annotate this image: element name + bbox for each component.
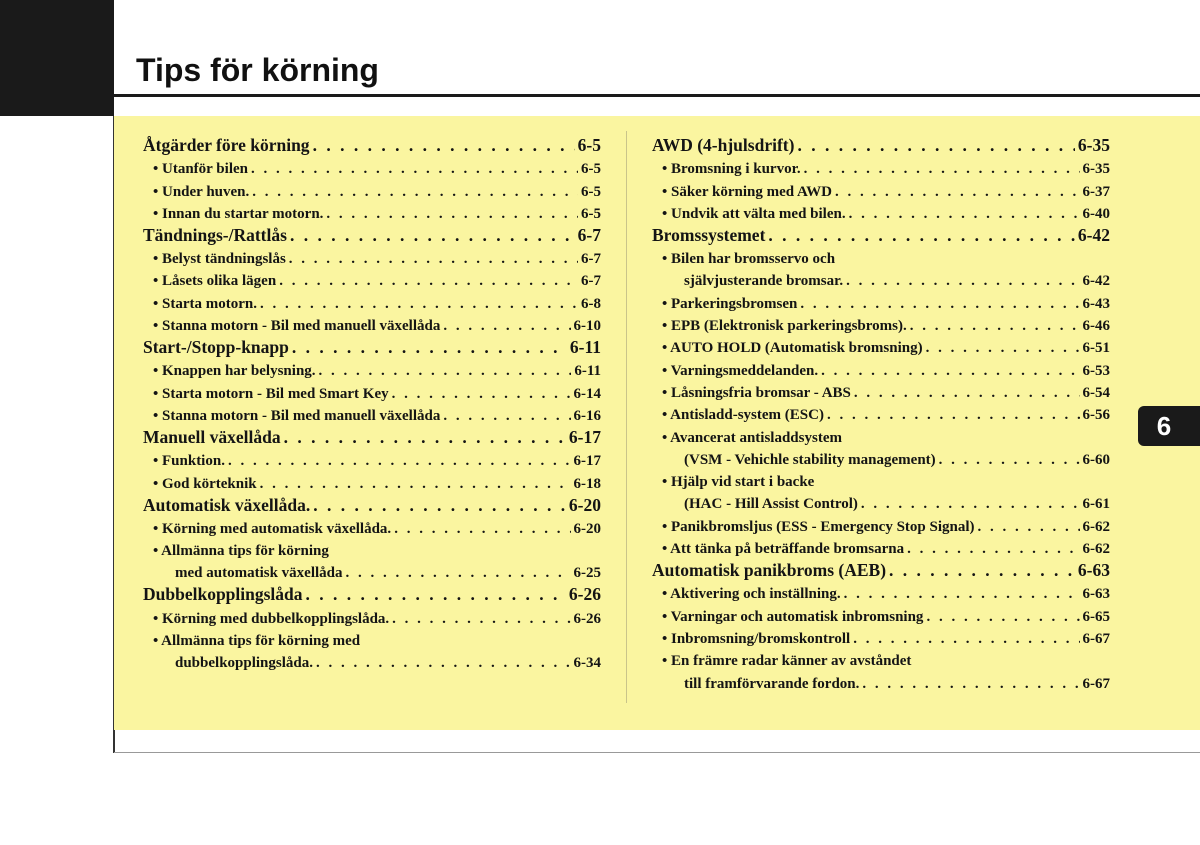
toc-entry-page: 6-63 [1082, 586, 1110, 603]
toc-entry-page: 6-25 [573, 565, 601, 582]
dot-leader [853, 631, 1079, 648]
dot-leader [251, 161, 578, 178]
toc-entry-label: • Allmänna tips för körning [153, 543, 329, 560]
dot-leader [844, 586, 1080, 603]
toc-entry-label: till framförvarande fordon. [684, 675, 860, 692]
toc-entry-main[interactable] [652, 133, 1110, 156]
toc-entry-label: AWD (4-hjulsdrift) [652, 135, 795, 155]
toc-entry-main[interactable] [652, 223, 1110, 246]
toc-entry-page: 6-7 [581, 251, 601, 268]
dot-leader [804, 161, 1080, 178]
toc-entry-main[interactable] [143, 493, 601, 516]
dot-leader [392, 386, 571, 403]
dot-leader [849, 206, 1080, 223]
toc-entry-page: 6-26 [573, 610, 601, 627]
dot-leader [907, 541, 1079, 558]
toc-entry-sub[interactable] [652, 469, 1110, 491]
toc-entry-page: 6-46 [1082, 318, 1110, 335]
toc-entry-cont[interactable] [652, 447, 1110, 469]
toc-entry-cont[interactable] [143, 560, 601, 582]
toc-entry-page: 6-43 [1082, 295, 1110, 312]
toc-entry-label: Automatisk panikbroms (AEB) [652, 560, 887, 581]
dot-leader [846, 273, 1079, 290]
toc-entry-label: (HAC - Hill Assist Control) [684, 496, 858, 513]
dot-leader [313, 495, 566, 516]
toc-entry-sub[interactable] [652, 581, 1110, 603]
toc-entry-sub[interactable] [143, 538, 601, 560]
toc-entry-label: Manuell växellåda [143, 426, 281, 447]
dot-leader [926, 609, 1079, 626]
toc-entry-label: (VSM - Vehichle stability management) [684, 451, 936, 468]
toc-entry-label: • Säker körning med AWD [662, 183, 833, 200]
toc-entry-sub[interactable] [143, 628, 601, 650]
toc-entry-sub[interactable] [652, 201, 1110, 223]
column-divider [626, 131, 627, 703]
dot-leader [260, 476, 571, 493]
toc-entry-label: • Knappen har belysning. [153, 363, 316, 380]
toc-entry-label: • Allmänna tips för körning med [153, 633, 361, 650]
dot-leader [978, 519, 1080, 536]
dot-leader [252, 184, 578, 201]
toc-entry-page: 6-34 [573, 655, 601, 672]
toc-entry-label: • Parkeringsbromsen [662, 295, 798, 312]
toc-entry-label: • Inbromsning/bromskontroll [662, 630, 851, 647]
toc-entry-page: 6-5 [581, 161, 601, 178]
toc-entry-label: • EPB (Elektronisk parkeringsbroms). [662, 318, 907, 335]
toc-entry-cont[interactable] [143, 650, 601, 672]
toc-entry-sub[interactable] [143, 156, 601, 178]
toc-entry-page: 6-67 [1082, 675, 1110, 692]
toc-entry-cont[interactable] [652, 670, 1110, 692]
toc-entry-page: 6-54 [1082, 384, 1110, 401]
toc-entry-page: 6-35 [1077, 135, 1110, 155]
toc-entry-main[interactable] [143, 133, 601, 156]
dot-leader [260, 296, 578, 313]
toc-entry-label: Åtgärder före körning [143, 135, 310, 155]
toc-entry-label: • Starta motorn - Bil med Smart Key [153, 385, 389, 402]
toc-entry-page: 6-53 [1082, 362, 1110, 379]
toc-entry-label: • Antisladd-system (ESC) [662, 407, 824, 424]
toc-entry-page: 6-18 [573, 475, 601, 492]
dot-leader [827, 407, 1080, 424]
toc-entry-main[interactable] [143, 335, 601, 358]
dot-leader [292, 337, 567, 358]
toc-entry-sub[interactable] [143, 201, 601, 223]
chapter-tab[interactable] [1138, 406, 1200, 446]
toc-entry-page: 6-56 [1082, 407, 1110, 424]
title-rule [114, 94, 1200, 97]
toc-entry-label: • Stanna motorn - Bil med manuell växellåda [153, 318, 441, 335]
toc-entry-sub[interactable] [652, 178, 1110, 200]
toc-entry-sub[interactable] [652, 648, 1110, 670]
toc-entry-page: 6-42 [1077, 224, 1110, 245]
toc-entry-sub[interactable] [652, 536, 1110, 558]
toc-entry-sub[interactable] [143, 403, 601, 425]
dot-leader [316, 655, 571, 672]
dot-leader [306, 584, 566, 605]
toc-entry-page: 6-20 [568, 494, 601, 515]
toc-entry-page: 6-51 [1082, 340, 1110, 357]
toc-entry-page: 6-11 [574, 363, 601, 380]
dot-leader [862, 676, 1079, 693]
toc-entry-label: • Funktion. [153, 453, 225, 470]
toc-entry-label: • God körteknik [153, 475, 257, 492]
dot-leader [279, 273, 578, 290]
toc-entry-page: 6-10 [573, 318, 601, 335]
dot-leader [284, 427, 566, 448]
dot-leader [835, 184, 1079, 201]
toc-entry-page: 6-8 [581, 295, 601, 312]
toc-entry-sub[interactable] [143, 268, 601, 290]
toc-entry-page: 6-20 [573, 520, 601, 537]
toc-entry-sub[interactable] [143, 448, 601, 470]
toc-entry-label: Dubbelkopplingslåda [143, 584, 303, 605]
toc-right-column [652, 133, 1110, 693]
toc-entry-label: • Innan du startar motorn. [153, 205, 324, 222]
toc-entry-sub[interactable] [143, 290, 601, 312]
dot-leader [768, 225, 1075, 246]
toc-entry-cont[interactable] [652, 268, 1110, 290]
dot-leader [392, 611, 570, 628]
toc-entry-label: • Att tänka på beträffande bromsarna [662, 541, 905, 558]
dot-leader [313, 135, 575, 156]
page-title: Tips för körning [136, 52, 379, 88]
toc-entry-sub[interactable] [652, 513, 1110, 535]
toc-entry-label: Tändnings-/Rattlås [143, 224, 287, 245]
toc-entry-label: • Bromsning i kurvor. [662, 161, 801, 178]
toc-entry-label: • Varningsmeddelanden. [662, 362, 819, 379]
toc-entry-main[interactable] [143, 582, 601, 605]
toc-entry-label: Bromssystemet [652, 224, 766, 245]
toc-entry-label: med automatisk växellåda [175, 565, 343, 582]
dot-leader [797, 135, 1074, 156]
toc-entry-cont[interactable] [652, 491, 1110, 513]
toc-entry-page: 6-14 [573, 385, 601, 402]
toc-entry-page: 6-42 [1082, 273, 1110, 290]
toc-entry-label: • Hjälp vid start i backe [662, 474, 815, 491]
dot-leader [854, 385, 1080, 402]
toc-entry-page: 6-16 [573, 407, 601, 424]
toc-entry-sub[interactable] [143, 178, 601, 200]
toc-entry-label: • Belyst tändningslås [153, 251, 286, 268]
toc-entry-main[interactable] [143, 425, 601, 448]
toc-left-column [143, 133, 601, 672]
toc-entry-main[interactable] [143, 223, 601, 246]
toc-entry-label: • Starta motorn. [153, 295, 257, 312]
toc-entry-page: 6-61 [1082, 496, 1110, 513]
dot-leader [394, 521, 570, 538]
toc-entry-label: • Under huven. [153, 183, 250, 200]
toc-entry-label: • Stanna motorn - Bil med manuell växellåda [153, 407, 441, 424]
toc-entry-page: 6-5 [577, 135, 601, 155]
toc-entry-page: 6-17 [568, 426, 601, 447]
toc-entry-sub[interactable] [652, 335, 1110, 357]
chapter-number: 6 [1156, 411, 1172, 441]
toc-entry-sub[interactable] [652, 380, 1110, 402]
dot-leader [889, 560, 1075, 581]
toc-entry-label: • Panikbromsljus (ESS - Emergency Stop Signal) [662, 518, 975, 535]
toc-entry-label: • Körning med automatisk växellåda. [153, 520, 392, 537]
toc-entry-page: 6-62 [1082, 518, 1110, 535]
toc-entry-sub[interactable] [143, 380, 601, 402]
toc-entry-label: • Varningar och automatisk inbromsning [662, 608, 924, 625]
toc-entry-sub[interactable] [652, 357, 1110, 379]
dot-leader [443, 318, 570, 335]
toc-entry-sub[interactable] [143, 605, 601, 627]
toc-entry-label: • Låsets olika lägen [153, 273, 277, 290]
toc-entry-page: 6-62 [1082, 541, 1110, 558]
dot-leader [290, 225, 575, 246]
toc-entry-label: • Körning med dubbelkopplingslåda. [153, 610, 390, 627]
toc-entry-label: • En främre radar känner av avståndet [662, 653, 912, 670]
toc-entry-sub[interactable] [143, 358, 601, 380]
dot-leader [326, 206, 578, 223]
dot-leader [443, 408, 570, 425]
dot-leader [319, 363, 572, 380]
toc-entry-label: • Låsningsfria bromsar - ABS [662, 384, 851, 401]
dot-leader [821, 363, 1079, 380]
toc-entry-page: 6-40 [1082, 205, 1110, 222]
toc-entry-page: 6-35 [1082, 161, 1110, 178]
toc-entry-page: 6-5 [581, 205, 601, 222]
dot-leader [939, 452, 1080, 469]
toc-entry-page: 6-7 [581, 273, 601, 290]
toc-entry-label: dubbelkopplingslåda. [175, 655, 313, 672]
toc-entry-sub[interactable] [143, 470, 601, 492]
toc-entry-page: 6-17 [573, 453, 601, 470]
dot-leader [289, 251, 578, 268]
toc-entry-sub[interactable] [143, 313, 601, 335]
corner-block [0, 0, 114, 116]
toc-entry-page: 6-65 [1082, 608, 1110, 625]
toc-entry-label: • Bilen har bromsservo och [662, 251, 836, 268]
dot-leader [910, 318, 1080, 335]
toc-entry-sub[interactable] [652, 424, 1110, 446]
dot-leader [926, 340, 1080, 357]
toc-entry-page: 6-67 [1082, 630, 1110, 647]
toc-entry-label: Automatisk växellåda. [143, 494, 311, 515]
toc-entry-label: Start-/Stopp-knapp [143, 337, 289, 358]
toc-entry-page: 6-60 [1082, 451, 1110, 468]
toc-entry-page: 6-26 [568, 584, 601, 605]
toc-entry-page: 6-37 [1082, 183, 1110, 200]
toc-entry-label: • Avancerat antisladdsystem [662, 429, 842, 446]
toc-entry-page: 6-7 [577, 224, 601, 245]
toc-entry-label: självjusterande bromsar. [684, 273, 844, 290]
toc-entry-sub[interactable] [652, 313, 1110, 335]
toc-entry-sub[interactable] [143, 246, 601, 268]
toc-entry-sub[interactable] [652, 290, 1110, 312]
dot-leader [861, 496, 1080, 513]
toc-entry-main[interactable] [652, 558, 1110, 581]
dot-leader [228, 453, 571, 470]
toc-entry-label: • AUTO HOLD (Automatisk bromsning) [662, 340, 923, 357]
toc-entry-label: • Utanför bilen [153, 161, 248, 178]
toc-entry-label: • Aktivering och inställning. [662, 586, 841, 603]
dot-leader [800, 296, 1079, 313]
toc-entry-sub[interactable] [652, 246, 1110, 268]
toc-entry-page: 6-5 [581, 183, 601, 200]
dot-leader [346, 565, 571, 582]
toc-entry-sub[interactable] [143, 516, 601, 538]
toc-entry-sub[interactable] [652, 402, 1110, 424]
panel-bottom-rule [114, 752, 1200, 753]
toc-entry-page: 6-63 [1077, 560, 1110, 581]
toc-entry-label: • Undvik att välta med bilen. [662, 205, 846, 222]
toc-entry-sub[interactable] [652, 603, 1110, 625]
toc-entry-sub[interactable] [652, 626, 1110, 648]
toc-entry-sub[interactable] [652, 156, 1110, 178]
toc-entry-page: 6-11 [569, 337, 601, 358]
